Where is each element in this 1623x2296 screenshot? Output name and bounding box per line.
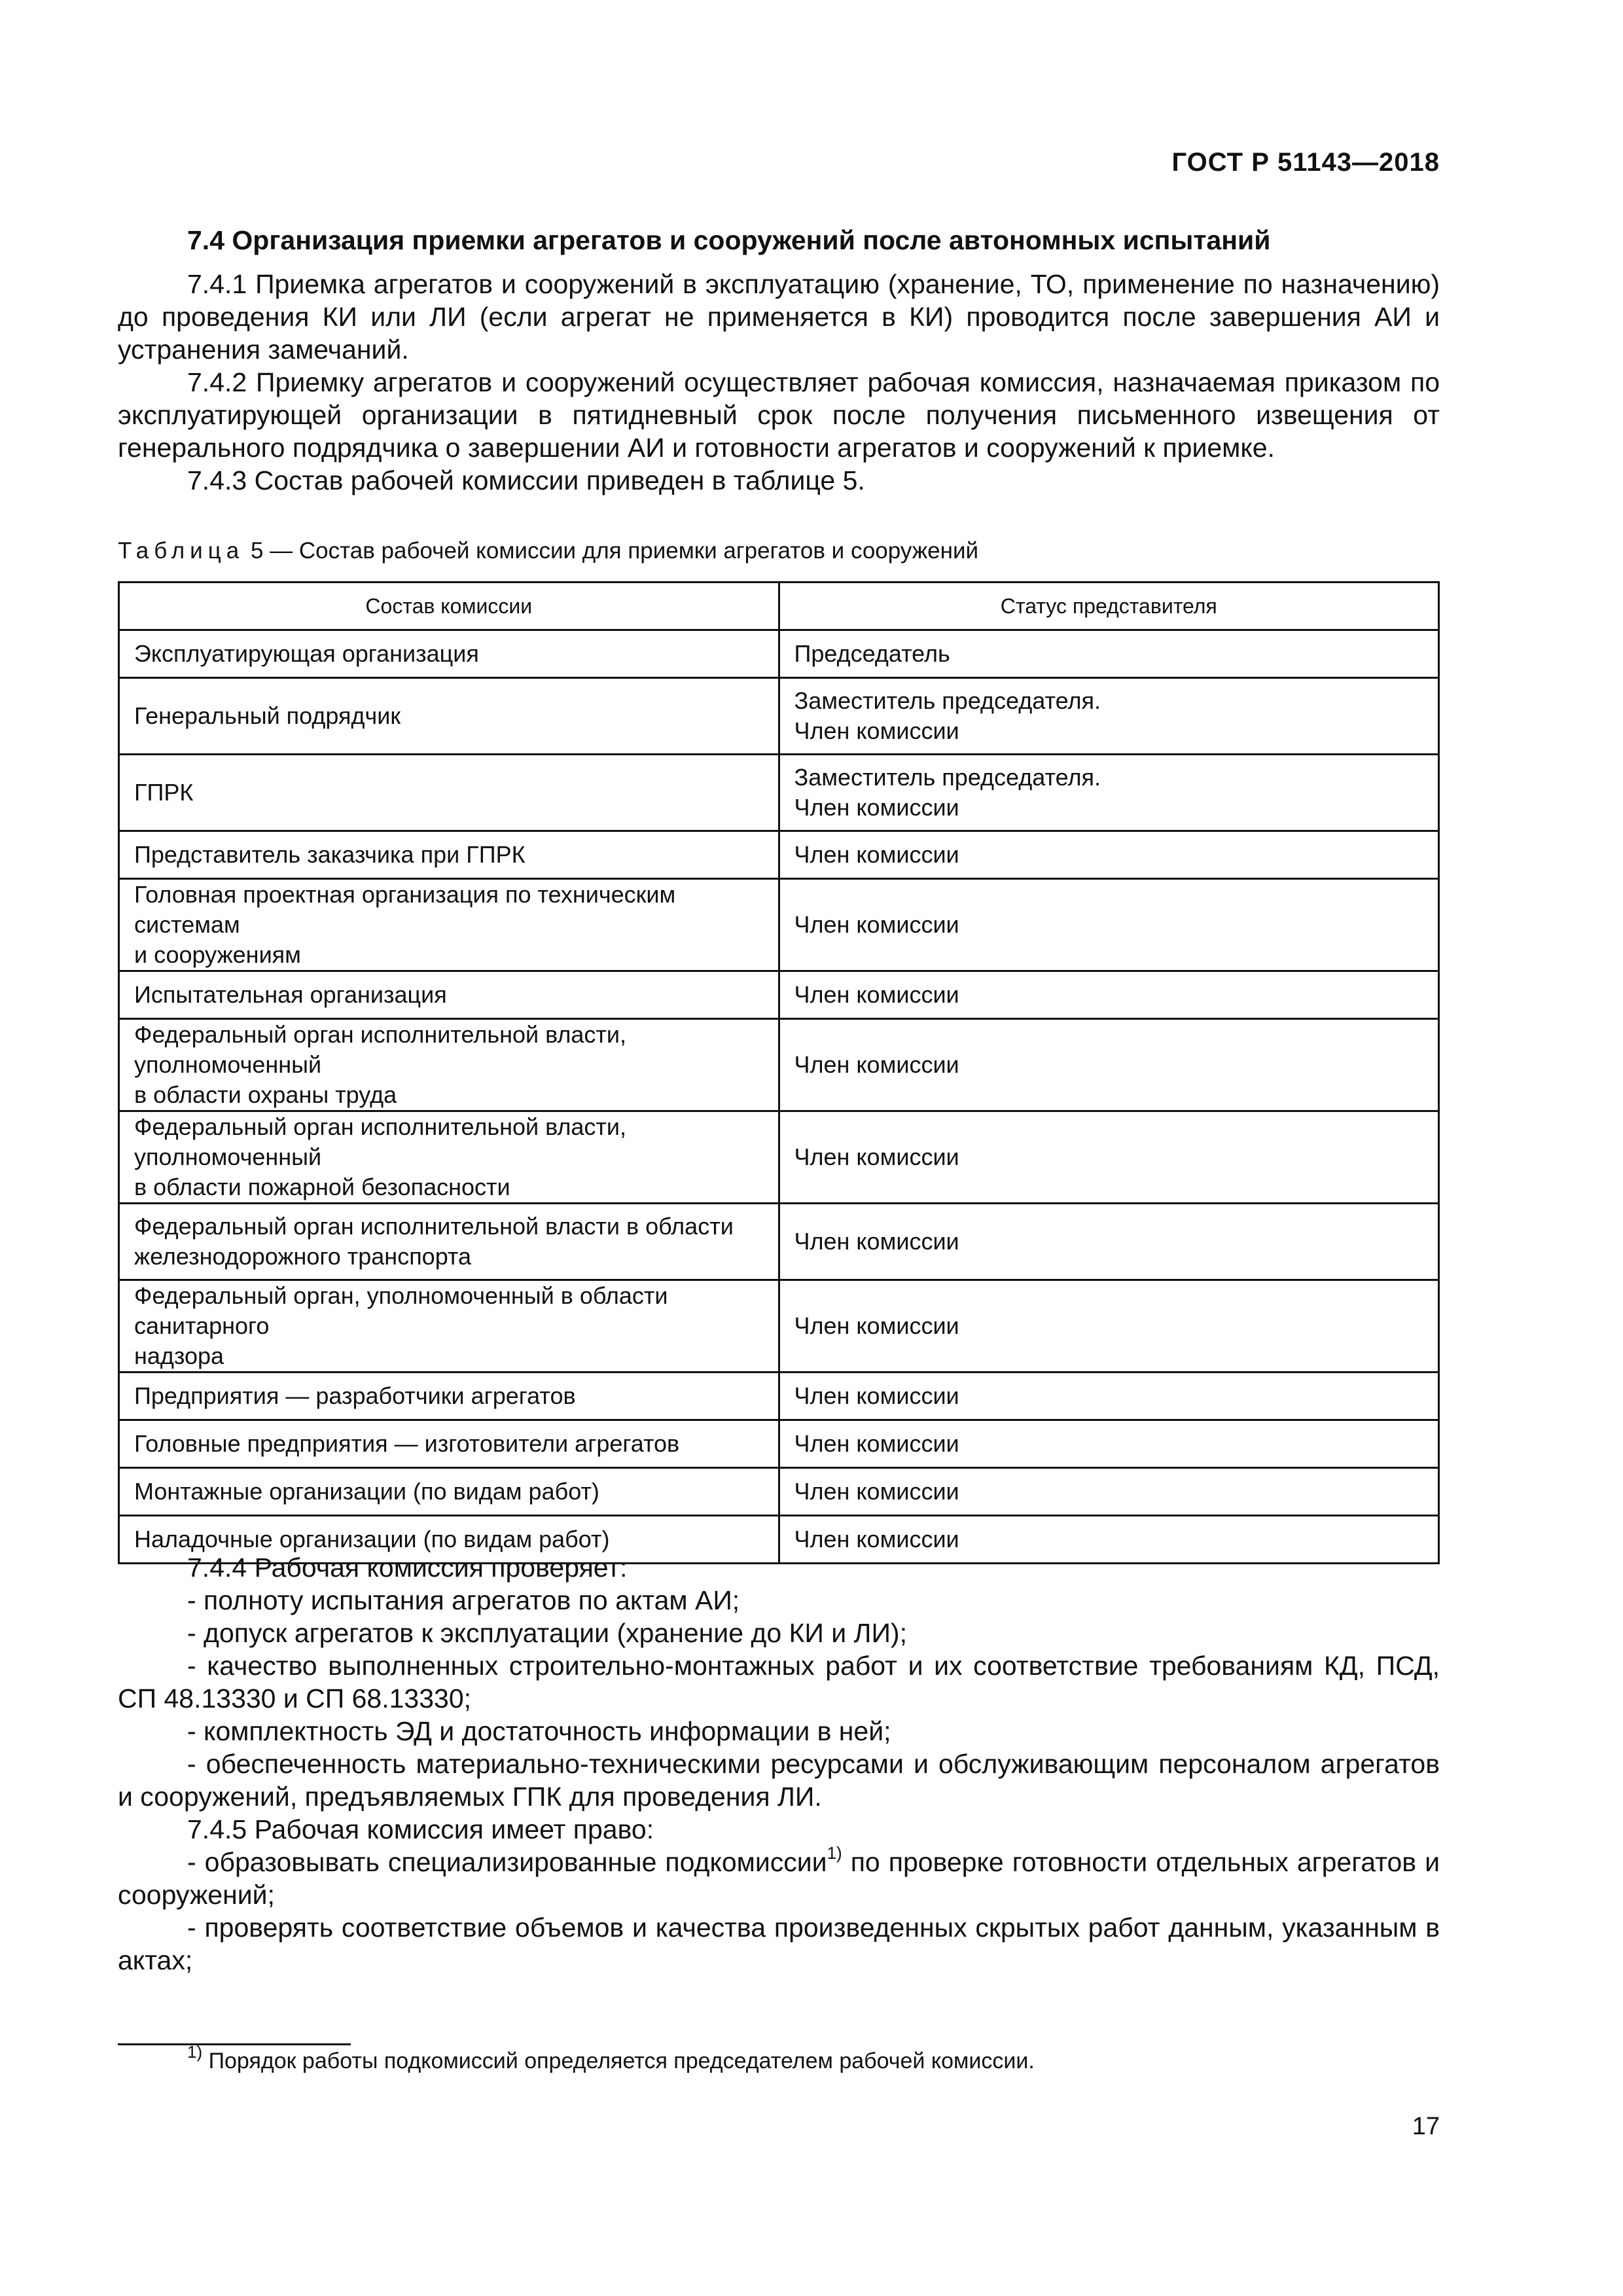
paragraph-7-4-1: 7.4.1 Приемка агрегатов и сооружений в эксплуатацию (хранение, ТО, применение по назначению) до проведения КИ или ЛИ (если агрегат не применяется в КИ) проводится после завершения АИ и устранения замечаний. xyxy=(118,269,1440,365)
table-cell-status: Член комиссии xyxy=(779,831,1439,879)
table-row xyxy=(119,1019,1439,1111)
table-row xyxy=(119,879,1439,971)
table-row xyxy=(119,1420,1439,1468)
table-row xyxy=(119,1468,1439,1516)
table-caption xyxy=(118,538,978,564)
table-cell-member: Наладочные организации (по видам работ) xyxy=(119,1516,779,1564)
footnote-mark: 1) xyxy=(187,2041,203,2062)
table-row xyxy=(119,1372,1439,1420)
footnote-ref: 1) xyxy=(827,1843,842,1863)
table-cell-member: Федеральный орган исполнительной власти, уполномоченный в области пожарной безопасности xyxy=(119,1111,779,1204)
paragraph-7-4-2: 7.4.2 Приемку агрегатов и сооружений осуществляет рабочая комиссия, назначаемая приказом по эксплуатирующей организации в пятидневный срок после получения письменного извещения от генерального подрядчика о завершении АИ и готовности агрегатов и сооружений к приемке. xyxy=(118,367,1440,463)
table-cell-status: Заместитель председателя. Член комиссии xyxy=(779,678,1439,755)
paragraph-7-4-3: 7.4.3 Состав рабочей комиссии приведен в таблице 5. xyxy=(187,465,865,495)
table-header-status: Статус представителя xyxy=(779,583,1439,630)
paragraph-7-4-4: 7.4.4 Рабочая комиссия проверяет: xyxy=(187,1552,628,1583)
table-cell-member: Головная проектная организация по техническим системам и сооружениям xyxy=(119,879,779,971)
checks-and-rights-block xyxy=(118,1551,1440,1977)
table-caption-text: 5 — Состав рабочей комиссии для приемки агрегатов и сооружений xyxy=(244,538,979,564)
table-row xyxy=(119,1111,1439,1204)
table-row xyxy=(119,678,1439,755)
table-cell-status: Член комиссии xyxy=(779,1204,1439,1280)
paragraph-7-4-5: 7.4.5 Рабочая комиссия имеет право: xyxy=(187,1814,654,1844)
table-cell-status: Член комиссии xyxy=(779,879,1439,971)
footnote-divider xyxy=(118,2043,351,2045)
table-cell-status: Председатель xyxy=(779,630,1439,678)
table-cell-status: Член комиссии xyxy=(779,1019,1439,1111)
table-cell-status: Член комиссии xyxy=(779,1280,1439,1372)
list-item: - качество выполненных строительно-монтажных работ и их соответствие требованиям КД, ПСД, СП 48.13330 и СП 68.13330; xyxy=(118,1651,1440,1713)
commission-table xyxy=(118,581,1440,1564)
table-cell-status: Член комиссии xyxy=(779,1372,1439,1420)
document-header: ГОСТ Р 51143—2018 xyxy=(1171,148,1440,177)
table-cell-member: Головные предприятия — изготовители агрегатов xyxy=(119,1420,779,1468)
list-item: - проверять соответствие объемов и качества произведенных скрытых работ данным, указанным в актах; xyxy=(118,1912,1440,1975)
table-row xyxy=(119,831,1439,879)
list-item-text: по проверке готовности отдельных агрегатов и сооружений; xyxy=(118,1847,1440,1910)
list-item: - полноту испытания агрегатов по актам АИ; xyxy=(187,1585,740,1615)
table-cell-member: Генеральный подрядчик xyxy=(119,678,779,755)
list-item: - допуск агрегатов к эксплуатации (хранение до КИ и ЛИ); xyxy=(187,1618,907,1648)
page-number: 17 xyxy=(1412,2113,1440,2140)
table-cell-member: Предприятия — разработчики агрегатов xyxy=(119,1372,779,1420)
table-cell-member: Федеральный орган исполнительной власти в области железнодорожного транспорта xyxy=(119,1204,779,1280)
table-header-member: Состав комиссии xyxy=(119,583,779,630)
table-row xyxy=(119,755,1439,831)
table-cell-member: Эксплуатирующая организация xyxy=(119,630,779,678)
table-row xyxy=(119,630,1439,678)
table-cell-member: Представитель заказчика при ГПРК xyxy=(119,831,779,879)
table-caption-prefix: Таблица xyxy=(118,538,245,564)
table-cell-status: Заместитель председателя. Член комиссии xyxy=(779,755,1439,831)
footnote-text: Порядок работы подкомиссий определяется председателем рабочей комиссии. xyxy=(202,2049,1035,2073)
table-cell-status: Член комиссии xyxy=(779,1468,1439,1516)
list-item: - комплектность ЭД и достаточность информации в ней; xyxy=(187,1716,891,1746)
list-item xyxy=(118,1843,1440,1911)
table-cell-status: Член комиссии xyxy=(779,971,1439,1019)
list-item-text: - образовывать специализированные подкомиссии xyxy=(187,1847,827,1877)
table-cell-status: Член комиссии xyxy=(779,1420,1439,1468)
table-row xyxy=(119,971,1439,1019)
table-cell-member: ГПРК xyxy=(119,755,779,831)
section-heading: 7.4 Организация приемки агрегатов и сооружений после автономных испытаний xyxy=(187,225,1271,255)
table-cell-member: Федеральный орган, уполномоченный в области санитарного надзора xyxy=(119,1280,779,1372)
table-cell-status: Член комиссии xyxy=(779,1111,1439,1204)
table-cell-member: Федеральный орган исполнительной власти, уполномоченный в области охраны труда xyxy=(119,1019,779,1111)
table-row xyxy=(119,1280,1439,1372)
table-cell-member: Испытательная организация xyxy=(119,971,779,1019)
footnote xyxy=(187,2041,1035,2074)
table-cell-status: Член комиссии xyxy=(779,1516,1439,1564)
table-cell-member: Монтажные организации (по видам работ) xyxy=(119,1468,779,1516)
intro-block xyxy=(118,225,1440,497)
list-item: - обеспеченность материально-техническими ресурсами и обслуживающим персоналом агрегатов и сооружений, предъявляемых ГПК для проведения ЛИ. xyxy=(118,1749,1440,1812)
table-row xyxy=(119,1204,1439,1280)
